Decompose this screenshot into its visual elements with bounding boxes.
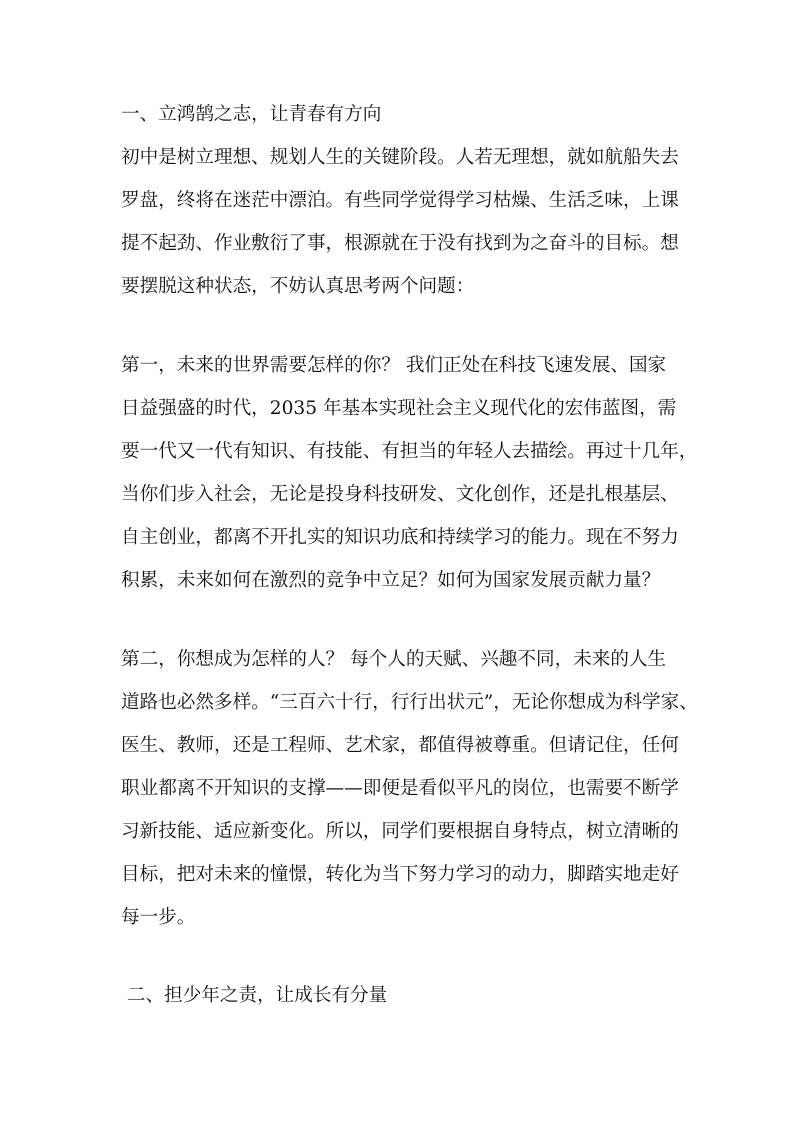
paragraph-line: 第二，你想成为怎样的人？ 每个人的天赋、兴趣不同，未来的人生 — [121, 649, 667, 670]
section-1-heading: 一、立鸿鹄之志，让青春有方向 — [121, 104, 382, 125]
paragraph-line: 道路也必然多样。“三百六十行，行行出状元”，无论你想成为科学家、 — [121, 692, 698, 713]
paragraph-line: 自主创业，都离不开扎实的知识功底和持续学习的能力。现在不努力 — [121, 527, 679, 548]
paragraph-line: 初中是树立理想、规划人生的关键阶段。人若无理想，就如航船失去 — [121, 147, 679, 168]
paragraph-line: 提不起劲、作业敷衍了事，根源就在于没有找到为之奋斗的目标。想 — [121, 233, 679, 254]
paragraph-line: 每一步。 — [121, 907, 196, 928]
paragraph-line: 第一，未来的世界需要怎样的你？ 我们正处在科技飞速发展、国家 — [121, 355, 667, 376]
paragraph-line: 习新技能、适应新变化。所以，同学们要根据自身特点，树立清晰的 — [121, 821, 679, 842]
paragraph-line: 职业都离不开知识的支撑——即便是看似平凡的岗位，也需要不断学 — [121, 778, 679, 799]
paragraph-line: 当你们步入社会，无论是投身科技研发、文化创作，还是扎根基层、 — [121, 484, 679, 505]
paragraph-line: 罗盘，终将在迷茫中漂泊。有些同学觉得学习枯燥、生活乏味，上课 — [121, 190, 679, 211]
paragraph-line: 医生、教师，还是工程师、艺术家，都值得被尊重。但请记住，任何 — [121, 735, 679, 756]
paragraph-line: 目标，把对未来的憧憬，转化为当下努力学习的动力，脚踏实地走好 — [121, 864, 679, 885]
paragraph-line: 日益强盛的时代，2035 年基本实现社会主义现代化的宏伟蓝图，需 — [121, 398, 677, 419]
section-2-heading: 二、担少年之责，让成长有分量 — [121, 985, 388, 1006]
paragraph-line: 要一代又一代有知识、有技能、有担当的年轻人去描绘。再过十几年， — [121, 441, 698, 462]
paragraph-line: 积累，未来如何在激烈的竞争中立足？如何为国家发展贡献力量？ — [121, 570, 661, 591]
paragraph-line: 要摆脱这种状态，不妨认真思考两个问题： — [121, 276, 475, 297]
